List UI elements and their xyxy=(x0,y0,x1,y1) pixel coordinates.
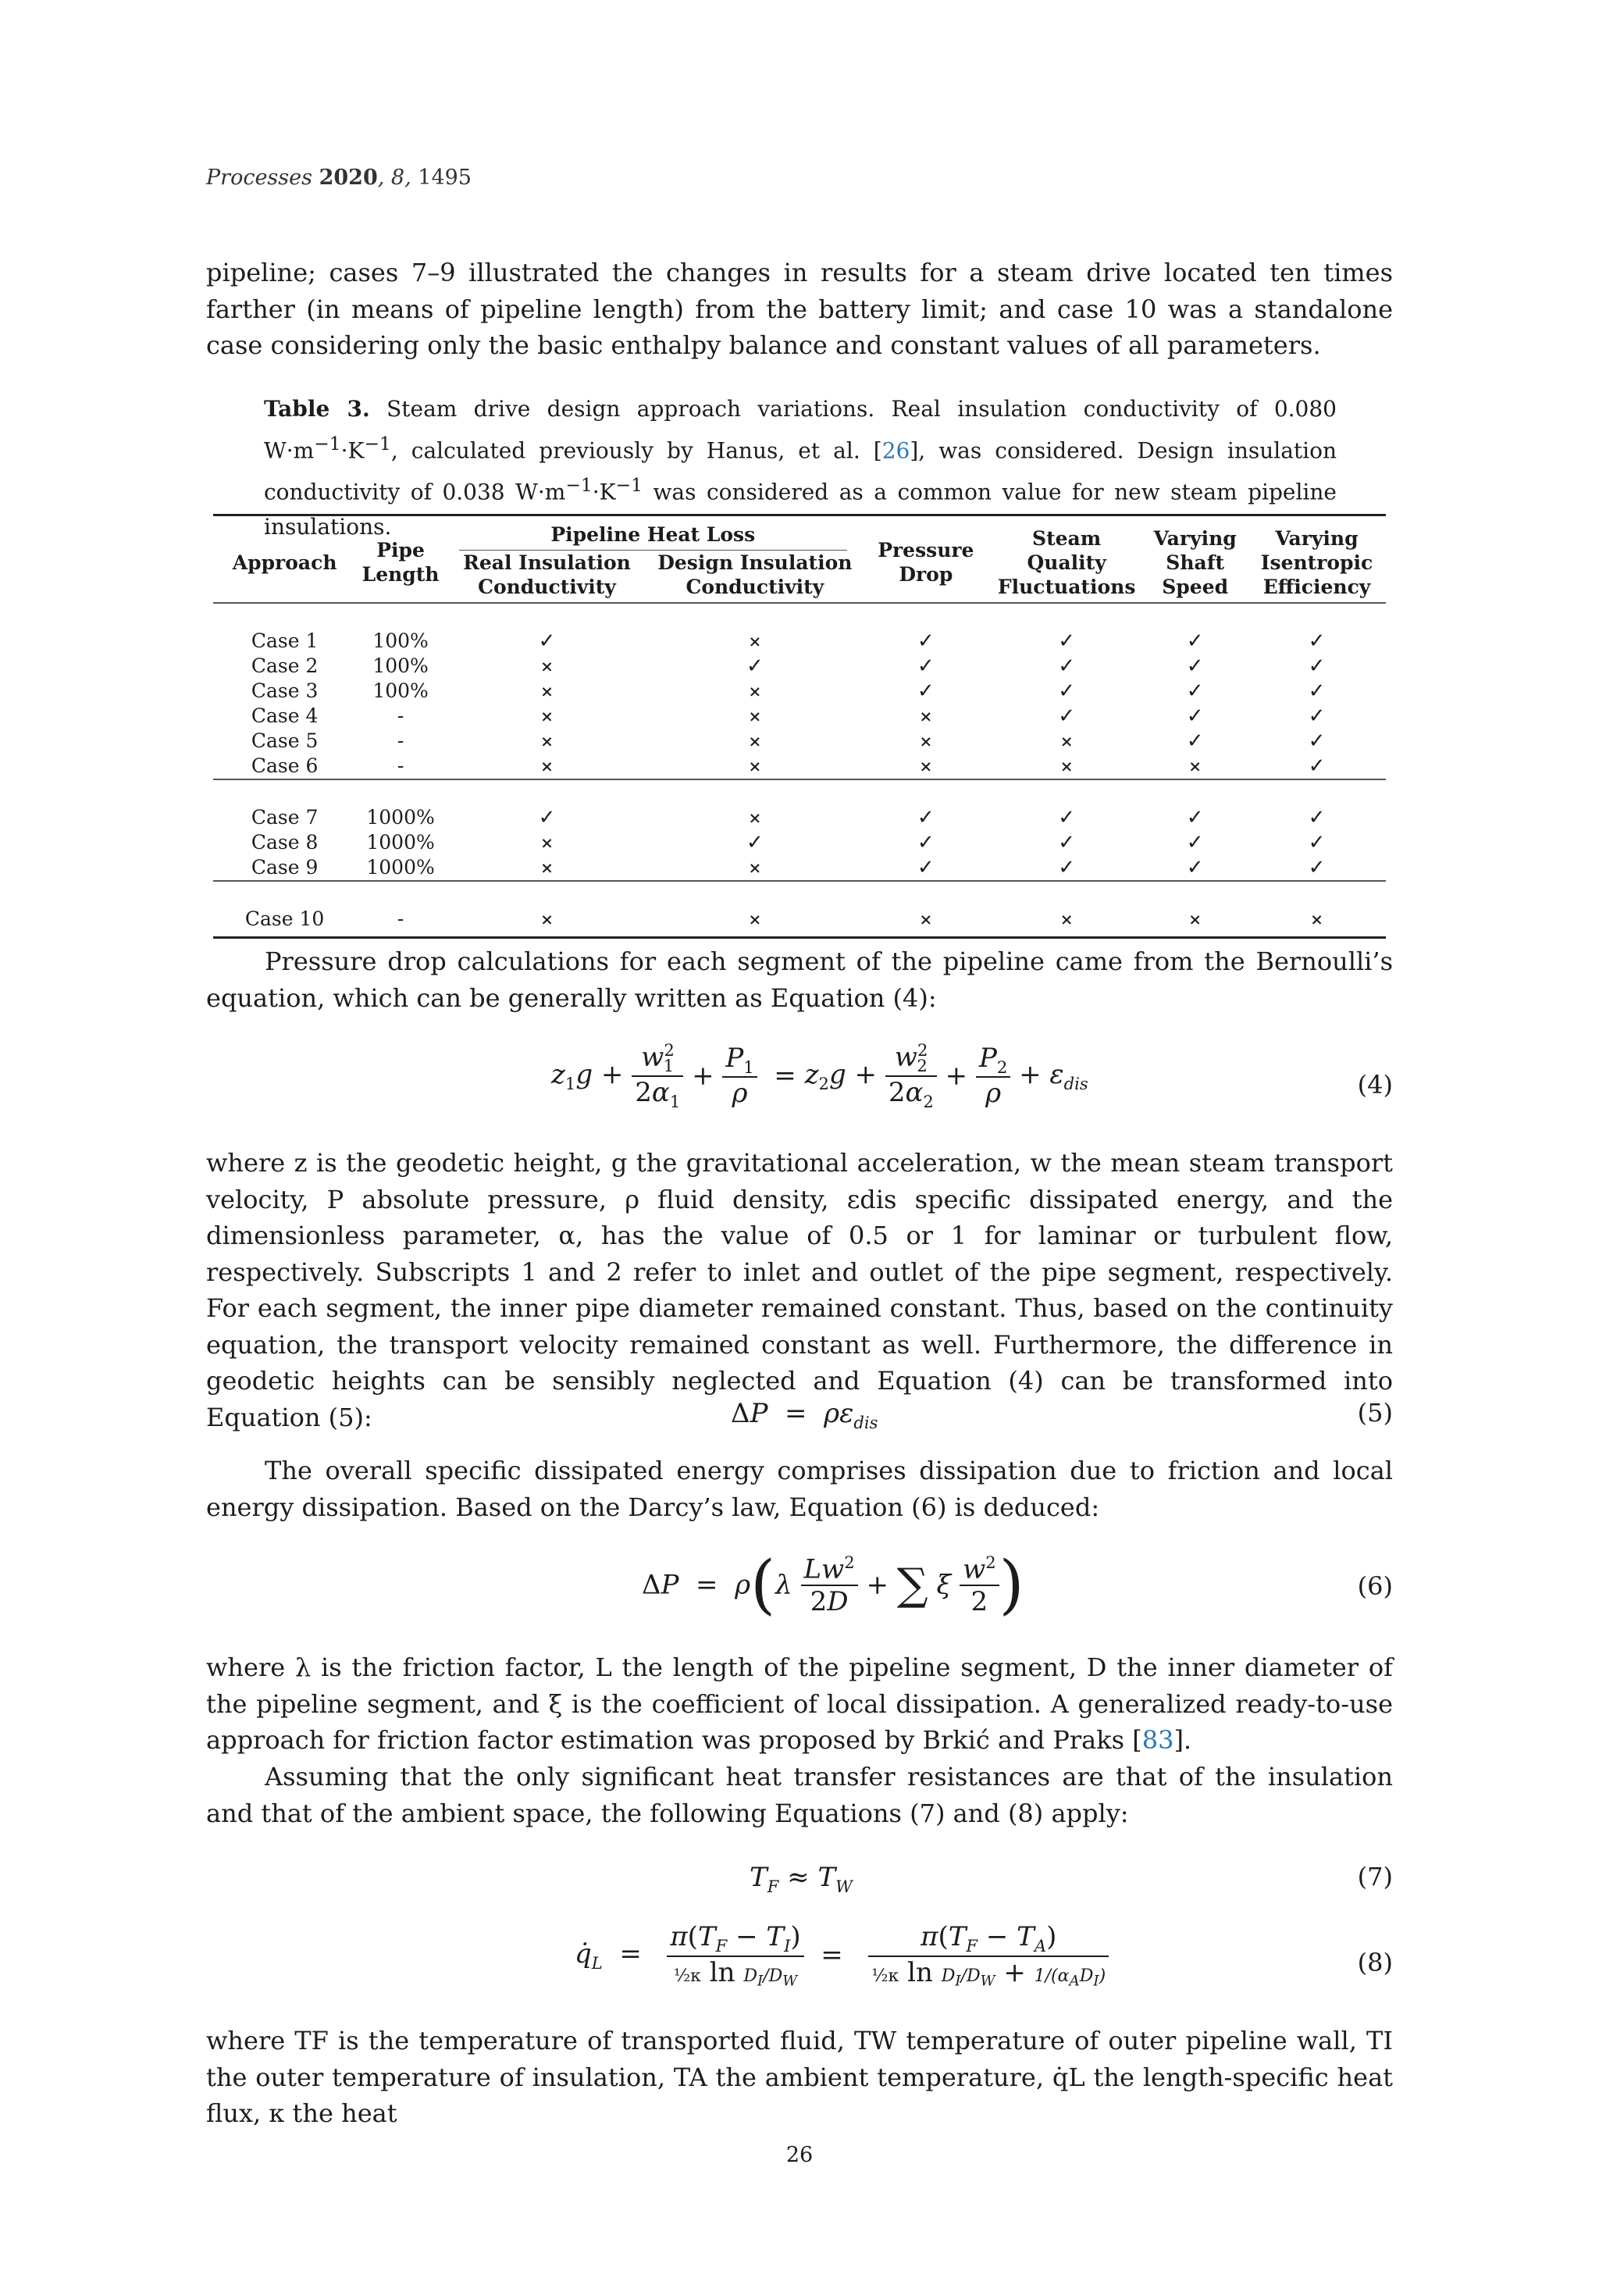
cross-icon: × xyxy=(748,732,762,750)
cell-length: - xyxy=(397,729,404,752)
cross-icon: × xyxy=(748,808,762,827)
cross-icon: × xyxy=(1059,757,1074,775)
table-row xyxy=(213,679,1386,704)
cross-icon: × xyxy=(748,707,762,726)
cell-length: - xyxy=(397,754,404,777)
check-icon: ✓ xyxy=(746,654,764,678)
cross-icon: × xyxy=(748,682,762,701)
table-row xyxy=(213,729,1386,754)
col-real-insulation: Real Insulation Conductivity xyxy=(463,551,631,598)
cell-approach: Case 1 xyxy=(251,629,319,652)
check-icon: ✓ xyxy=(538,629,556,653)
check-icon: ✓ xyxy=(1186,629,1204,653)
assumption-paragraph: Assuming that the only significant heat transfer resistances are that of the insulation and that of the ambient space, the following Equations (7) and (8) apply: xyxy=(206,1762,1393,1828)
check-icon: ✓ xyxy=(1308,704,1326,728)
check-icon: ✓ xyxy=(1308,729,1326,753)
cross-icon: × xyxy=(540,858,554,877)
equation-8: $q̇_L$ = $\frac{\pi(T_F - T_I)}{\frac{1}{2}\kappa \ln D_I/D_W}$ = $\frac{\pi(T_F - T_A)}{\frac{1}{2}\kappa \ln D_I/D_W + 1/(\alpha_AD_I)}$ (8) xyxy=(575,1921,1393,1990)
check-icon: ✓ xyxy=(1308,856,1326,879)
cell-approach: Case 3 xyxy=(251,679,319,702)
cross-icon: × xyxy=(540,707,554,726)
table-caption: Table 3. Steam drive design approach variations. Real insulation conductivity of 0.080 $W\cdot m^{-1}\cdot K^{-1}$, calculated previously by Hanus, et al. [26], was considered. Design insulation conductivity of 0.038 $W\cdot m^{-1}\cdot K^{-1}$ was considered as a common value for new steam pipeline insulations. xyxy=(264,396,1337,540)
table-row xyxy=(213,704,1386,729)
where-paragraph-eq4: where z is the geodetic height, g the gravitational acceleration, w the mean steam transport velocity, P absolute pressure, ρ fluid density, εdis specific dissipated energy, and the dimensionless parameter, α, has the value of 0.5 or 1 for laminar or turbulent flow, respectively. Subscripts 1 and 2 refer to inlet and outlet of the pipe segment, respectively. For each segment, the inner pipe diameter remained constant. Thus, based on the continuity equation, the transport velocity remained constant as well. Furthermore, the difference in geodetic heights can be sensibly neglected and Equation (4) can be transformed into Equation (5): xyxy=(206,1148,1393,1432)
table-row xyxy=(213,805,1386,830)
cell-approach: Case 5 xyxy=(251,729,319,752)
cross-icon: × xyxy=(748,757,762,775)
table-body xyxy=(213,603,1386,938)
equation-4: $z_1g$ + $\frac{w^2_1}{2\alpha_1}$ + $\frac{P_1}{\rho}$ = $z_2g$ + $\frac{w^2_2}{2\alpha_2}$ + $\frac{P_2}{\rho}$ + $\varepsilon_{dis}$ (4) xyxy=(551,1040,1393,1111)
cell-length: 1000% xyxy=(366,856,435,879)
col-pipe-length: Pipe Length xyxy=(361,539,440,586)
table-row xyxy=(213,907,1386,938)
cross-icon: × xyxy=(1188,910,1202,929)
cell-length: 100% xyxy=(372,654,429,677)
cross-icon: × xyxy=(919,910,933,929)
table-row xyxy=(213,855,1386,881)
check-icon: ✓ xyxy=(1186,856,1204,879)
check-icon: ✓ xyxy=(1186,806,1204,829)
col-design-insulation: Design Insulation Conductivity xyxy=(657,551,853,598)
bernoulli-paragraph: Pressure drop calculations for each segment of the pipeline came from the Bernoulli’s equation, which can be generally written as Equation (4): xyxy=(206,947,1393,1013)
intro-paragraph: pipeline; cases 7–9 illustrated the changes in results for a steam drive located ten times farther (in means of pipeline length) from the battery limit; and case 10 was a standalone case considering only the basic enthalpy balance and constant values of all parameters. xyxy=(206,258,1393,360)
cell-length: 100% xyxy=(372,629,429,652)
cell-length: - xyxy=(397,704,404,727)
cross-icon: × xyxy=(1059,732,1074,750)
cross-icon: × xyxy=(919,707,933,726)
cell-length: 1000% xyxy=(366,806,435,829)
cross-icon: × xyxy=(540,910,554,929)
check-icon: ✓ xyxy=(1308,806,1326,829)
cross-icon: × xyxy=(1059,910,1074,929)
where-paragraph-eq6: where λ is the friction factor, L the length of the pipeline segment, D the inner diameter of the pipeline segment, and ξ is the coefficient of local dissipation. A generalized ready-to-use approach for friction factor estimation was proposed by Brkić and Praks [83]. xyxy=(206,1652,1393,1755)
group-separator xyxy=(213,603,1386,629)
cross-icon: × xyxy=(1188,757,1202,775)
check-icon: ✓ xyxy=(917,856,935,879)
cell-approach: Case 4 xyxy=(251,704,319,727)
check-icon: ✓ xyxy=(1308,754,1326,778)
check-icon: ✓ xyxy=(1058,654,1076,678)
check-icon: ✓ xyxy=(1058,629,1076,653)
check-icon: ✓ xyxy=(1186,729,1204,753)
check-icon: ✓ xyxy=(1058,856,1076,879)
cell-approach: Case 10 xyxy=(244,907,325,930)
check-icon: ✓ xyxy=(1186,679,1204,703)
check-icon: ✓ xyxy=(1186,654,1204,678)
check-icon: ✓ xyxy=(1058,806,1076,829)
cell-approach: Case 9 xyxy=(251,856,319,879)
cross-icon: × xyxy=(748,632,762,651)
cross-icon: × xyxy=(748,858,762,877)
check-icon: ✓ xyxy=(1186,704,1204,728)
page-number: 26 xyxy=(785,2143,814,2167)
table-row xyxy=(213,654,1386,679)
col-heat-loss: Pipeline Heat Loss xyxy=(445,515,861,551)
running-header: Processes 2020, 8, 1495 xyxy=(206,166,472,190)
check-icon: ✓ xyxy=(538,806,556,829)
cross-icon: × xyxy=(540,732,554,750)
check-icon: ✓ xyxy=(1058,679,1076,703)
check-icon: ✓ xyxy=(917,806,935,829)
check-icon: ✓ xyxy=(917,629,935,653)
check-icon: ✓ xyxy=(917,831,935,854)
check-icon: ✓ xyxy=(917,679,935,703)
col-steam-quality: Steam Quality Fluctuations xyxy=(997,526,1136,598)
cell-length: 100% xyxy=(372,679,429,702)
cell-approach: Case 2 xyxy=(251,654,319,677)
cell-length: 1000% xyxy=(366,831,435,854)
cell-approach: Case 6 xyxy=(251,754,319,777)
equation-5: $\Delta P = \rho\varepsilon_{dis}$ (5) xyxy=(731,1398,1393,1432)
check-icon: ✓ xyxy=(1308,629,1326,653)
check-icon: ✓ xyxy=(746,831,764,854)
col-isentropic: Varying Isentropic Efficiency xyxy=(1260,526,1373,598)
group-separator xyxy=(213,881,1386,907)
cross-icon: × xyxy=(540,833,554,852)
darcy-paragraph: The overall specific dissipated energy comprises dissipation due to friction and local energy dissipation. Based on the Darcy’s law, Equation (6) is deduced: xyxy=(206,1456,1393,1522)
citation-link[interactable]: 26 xyxy=(881,437,910,464)
col-shaft-speed: Varying Shaft Speed xyxy=(1153,526,1237,598)
cross-icon: × xyxy=(540,657,554,676)
cross-icon: × xyxy=(919,732,933,750)
table-row xyxy=(213,754,1386,779)
check-icon: ✓ xyxy=(1058,704,1076,728)
table-row xyxy=(213,830,1386,855)
cell-approach: Case 8 xyxy=(251,831,319,854)
cross-icon: × xyxy=(1310,910,1323,929)
cross-icon: × xyxy=(540,682,554,701)
check-icon: ✓ xyxy=(1308,831,1326,854)
check-icon: ✓ xyxy=(1186,831,1204,854)
design-approach-table xyxy=(213,514,1386,939)
citation-link-83[interactable]: 83 xyxy=(1141,1725,1174,1755)
col-pressure-drop: Pressure Drop xyxy=(878,539,974,586)
equation-6: ΔP = ρ(λ $\frac{Lw^2}{2D}$ + ∑ ξ $\frac{w^2}{2}$ ) (6) xyxy=(642,1548,1393,1622)
col-approach: Approach xyxy=(232,551,337,574)
cross-icon: × xyxy=(540,757,554,775)
check-icon: ✓ xyxy=(1058,831,1076,854)
cross-icon: × xyxy=(919,757,933,775)
cross-icon: × xyxy=(748,910,762,929)
cell-approach: Case 7 xyxy=(251,806,319,829)
equation-7: $T_F \approx T_W$ (7) xyxy=(750,1862,1393,1896)
check-icon: ✓ xyxy=(1308,679,1326,703)
table-row xyxy=(213,629,1386,654)
where-paragraph-eq8: where TF is the temperature of transported fluid, TW temperature of outer pipeline wall, TI the outer temperature of insulation, TA the ambient temperature, q̇L the length-specific heat flux, κ the heat xyxy=(206,2026,1393,2128)
check-icon: ✓ xyxy=(917,654,935,678)
group-separator xyxy=(213,779,1386,805)
cell-length: - xyxy=(397,907,404,930)
check-icon: ✓ xyxy=(1308,654,1326,678)
